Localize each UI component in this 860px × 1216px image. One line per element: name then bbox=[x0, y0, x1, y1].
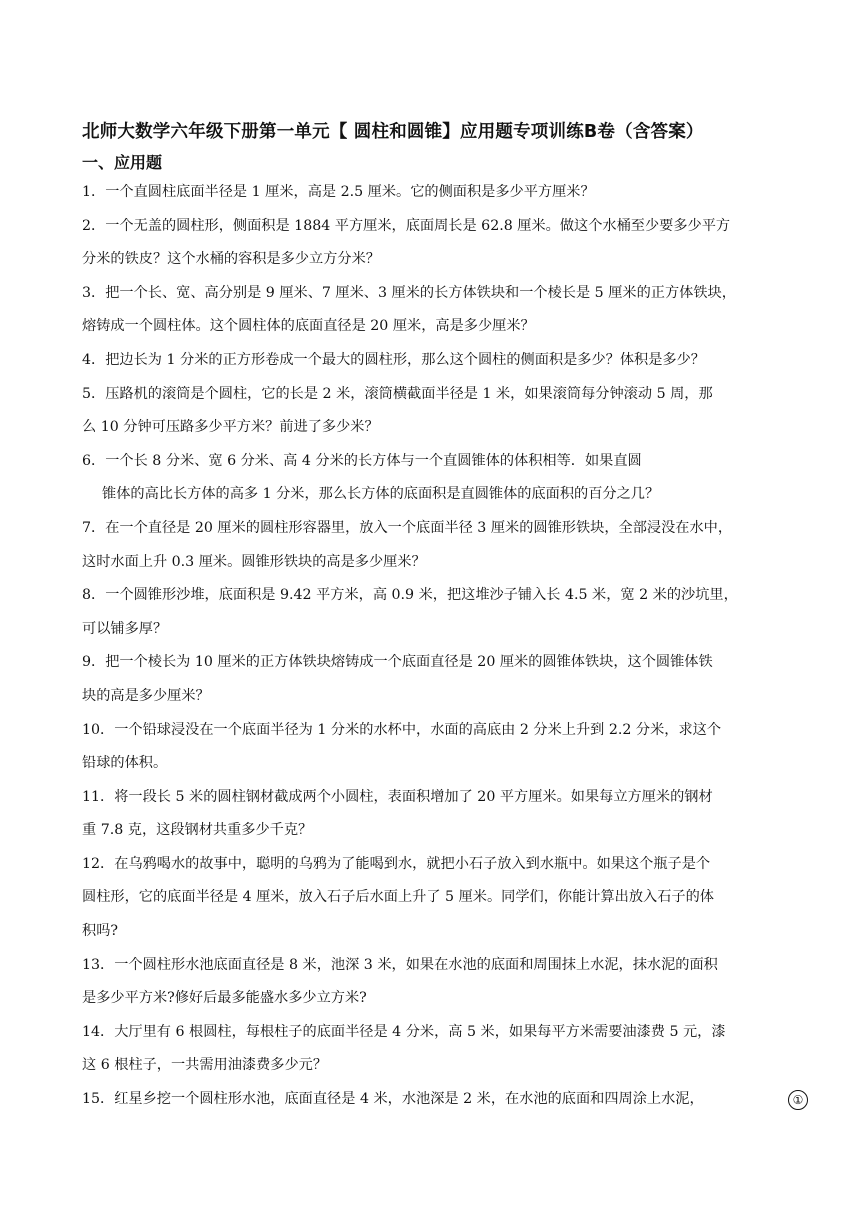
question-text: 8．一个圆锥形沙堆，底面积是 9.42 平方米，高 0.9 米，把这堆沙子铺入长 4.5 米，宽 2 米的沙坑里， bbox=[82, 587, 738, 604]
question-line bbox=[82, 881, 782, 915]
question-text: 圆柱形，它的底面半径是 4 厘米，放入石子后水面上升了 5 厘米。同学们，你能计算出放入石子的体 bbox=[82, 889, 714, 906]
question-line bbox=[82, 747, 782, 781]
question-line bbox=[82, 411, 782, 445]
question-line bbox=[82, 613, 782, 647]
question-text: 铅球的体积。 bbox=[82, 755, 168, 772]
circled-marker: ① bbox=[788, 1090, 808, 1110]
question-text: 11．将一段长 5 米的圆柱钢材截成两个小圆柱，表面积增加了 20 平方厘米。如果每立方厘米的钢材 bbox=[82, 788, 713, 805]
question-text: 3．把一个长、宽、高分别是 9 厘米、7 厘米、3 厘米的长方体铁块和一个棱长是 5 厘米的正方体铁块， bbox=[82, 284, 736, 301]
question-text: 积吗? bbox=[82, 923, 118, 940]
question-text: 么 10 分钟可压路多少平方米？前进了多少米？ bbox=[82, 419, 379, 436]
question-text: 10．一个铅球浸没在一个底面半径为 1 分米的水杯中，水面的高底由 2 分米上升到 2.2 分米，求这个 bbox=[82, 721, 722, 738]
question-line bbox=[82, 546, 782, 580]
question-line bbox=[82, 512, 782, 546]
question-line bbox=[82, 1016, 782, 1050]
question-line bbox=[82, 814, 782, 848]
question-line bbox=[82, 210, 782, 244]
question-line bbox=[82, 1083, 782, 1117]
question-line bbox=[82, 579, 782, 613]
question-text: 14．大厅里有 6 根圆柱，每根柱子的底面半径是 4 分米，高 5 米，如果每平方米需要油漆费 5 元，漆 bbox=[82, 1023, 726, 1040]
question-text: 块的高是多少厘米？ bbox=[82, 687, 210, 704]
question-text: 15．红星乡挖一个圆柱形水池，底面直径是 4 米，水池深是 2 米，在水池的底面和四周涂上水泥， bbox=[82, 1091, 704, 1108]
question-text: 分米的铁皮？这个水桶的容积是多少立方分米？ bbox=[82, 251, 380, 268]
question-text: 2．一个无盖的圆柱形，侧面积是 1884 平方厘米，底面周长是 62.8 厘米。做这个水桶至少要多少平方 bbox=[82, 217, 731, 234]
question-text: 12．在乌鸦喝水的故事中，聪明的乌鸦为了能喝到水，就把小石子放入到水瓶中。如果这个瓶子是个 bbox=[82, 855, 711, 872]
question-list bbox=[82, 176, 782, 1117]
question-text: 重 7.8 克，这段钢材共重多少千克？ bbox=[82, 822, 313, 839]
question-text: 5．压路机的滚筒是个圆柱，它的长是 2 米，滚筒横截面半径是 1 米，如果滚筒每分钟滚动 5 周，那 bbox=[82, 385, 713, 402]
question-line bbox=[82, 680, 782, 714]
question-text: 锥体的高比长方体的高多 1 分米，那么长方体的底面积是直圆锥体的底面积的百分之几？ bbox=[102, 486, 660, 503]
question-line bbox=[82, 243, 782, 277]
question-text: 这时水面上升 0.3 厘米。圆锥形铁块的高是多少厘米？ bbox=[82, 553, 426, 570]
question-text: 熔铸成一个圆柱体。这个圆柱体的底面直径是 20 厘米，高是多少厘米？ bbox=[82, 318, 535, 335]
question-line bbox=[82, 344, 782, 378]
question-line bbox=[82, 848, 782, 882]
question-line bbox=[82, 378, 782, 412]
question-line bbox=[82, 445, 782, 479]
section-heading: 一、应用题 bbox=[82, 153, 163, 172]
question-line bbox=[82, 277, 782, 311]
question-line bbox=[82, 781, 782, 815]
question-line bbox=[82, 478, 782, 512]
question-text: 13．一个圆柱形水池底面直径是 8 米，池深 3 米，如果在水池的底面和周围抹上水泥，抹水泥的面积 bbox=[82, 956, 718, 973]
question-text: 4．把边长为 1 分米的正方形卷成一个最大的圆柱形，那么这个圆柱的侧面积是多少？体积是多少？ bbox=[82, 351, 705, 368]
question-line bbox=[82, 982, 782, 1016]
question-text: 可以铺多厚？ bbox=[82, 620, 168, 637]
question-text: 7．在一个直径是 20 厘米的圆柱形容器里，放入一个底面半径 3 厘米的圆锥形铁块，全部浸没在水中， bbox=[82, 519, 733, 536]
question-line bbox=[82, 176, 782, 210]
question-line bbox=[82, 949, 782, 983]
question-text: 1．一个直圆柱底面半径是 1 厘米，高是 2.5 厘米。它的侧面积是多少平方厘米？ bbox=[82, 184, 595, 200]
question-text: 是多少平方米?修好后最多能盛水多少立方米? bbox=[82, 990, 367, 1007]
question-text: 6．一个长 8 分米、宽 6 分米、高 4 分米的长方体与一个直圆锥体的体积相等．如果直圆 bbox=[82, 452, 642, 469]
question-line bbox=[82, 1049, 782, 1083]
question-text: 这 6 根柱子，一共需用油漆费多少元？ bbox=[82, 1057, 328, 1074]
question-line bbox=[82, 310, 782, 344]
question-line bbox=[82, 714, 782, 748]
question-line bbox=[82, 915, 782, 949]
question-line bbox=[82, 646, 782, 680]
question-text: 9．把一个棱长为 10 厘米的正方体铁块熔铸成一个底面直径是 20 厘米的圆锥体铁块，这个圆锥体铁 bbox=[82, 654, 713, 671]
document-title: 北师大数学六年级下册第一单元【 圆柱和圆锥】应用题专项训练B卷（含答案） bbox=[82, 122, 704, 142]
